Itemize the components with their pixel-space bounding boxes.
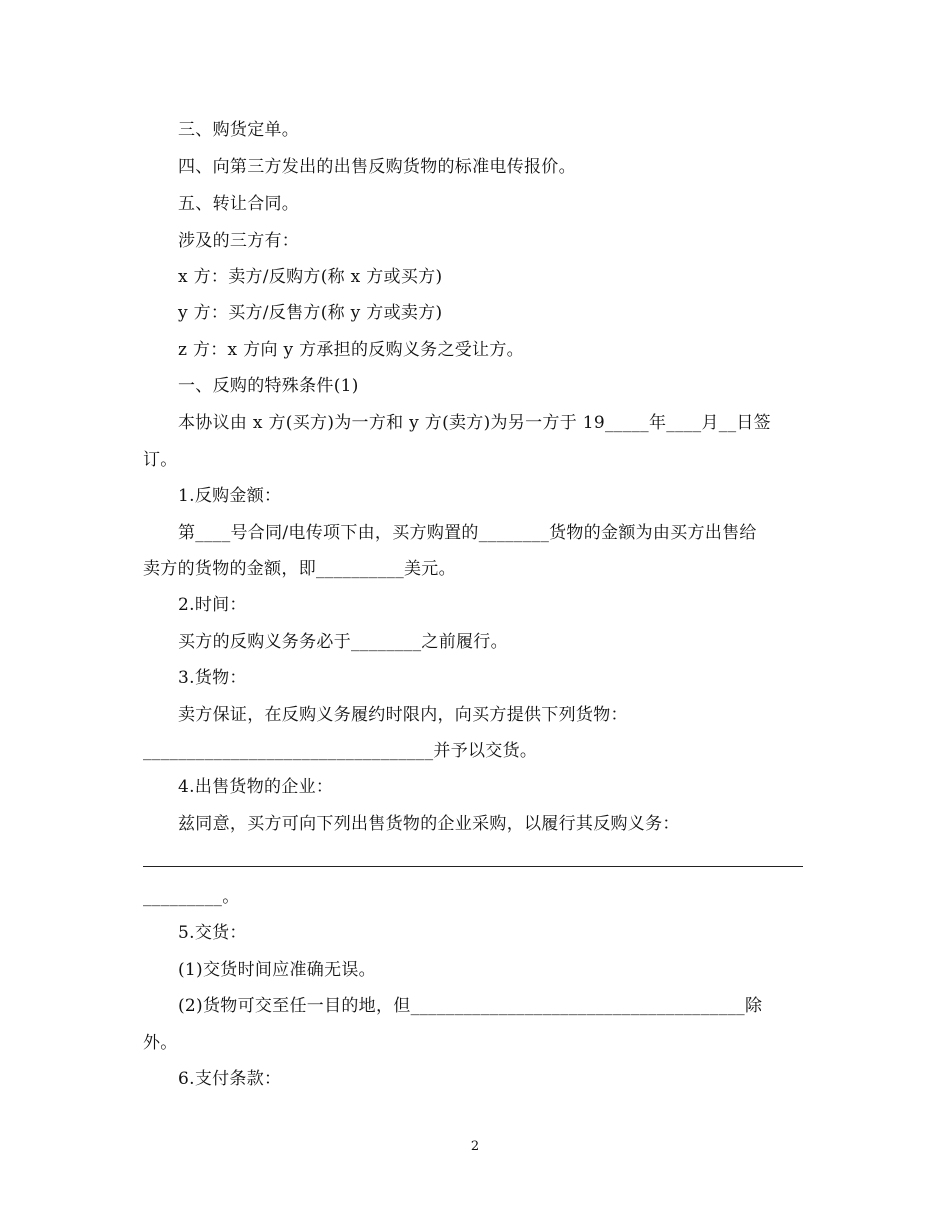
text-line: 卖方的货物的金额，即__________美元。 bbox=[143, 559, 456, 579]
text-line: 买方的反购义务务必于________之前履行。 bbox=[178, 632, 508, 652]
text-line: 外。 bbox=[143, 1033, 178, 1053]
text-line: _________。 bbox=[143, 887, 240, 907]
text-line: _________________________________并予以交货。 bbox=[143, 741, 538, 761]
text-line: 五、转让合同。 bbox=[178, 194, 300, 214]
text-line: 卖方保证，在反购义务履约时限内，向买方提供下列货物： bbox=[178, 705, 628, 725]
text-line: (2)货物可交至任一目的地，但______________________________________除 bbox=[178, 996, 763, 1016]
text-line: 三、购货定单。 bbox=[178, 120, 300, 140]
text-line: 四、向第三方发出的出售反购货物的标准电传报价。 bbox=[178, 157, 576, 177]
clause-heading: 3.货物： bbox=[178, 668, 247, 688]
text-line: 订。 bbox=[143, 450, 178, 470]
clause-heading: 5.交货： bbox=[178, 923, 247, 943]
page-number: 2 bbox=[470, 1139, 480, 1154]
text-line: y 方：买方/反售方(称 y 方或卖方) bbox=[178, 303, 443, 323]
blank-fill-rule bbox=[143, 866, 803, 867]
text-line: 涉及的三方有： bbox=[178, 231, 300, 251]
text-line: 本协议由 x 方(买方)为一方和 y 方(卖方)为另一方于 19_____年____月__日签 bbox=[178, 413, 771, 433]
section-heading: 一、反购的特殊条件(1) bbox=[178, 376, 359, 396]
text-line: 第____号合同/电传项下由，买方购置的________货物的金额为由买方出售给 bbox=[178, 523, 757, 543]
clause-heading: 4.出售货物的企业： bbox=[178, 777, 334, 797]
clause-heading: 6.支付条款： bbox=[178, 1069, 282, 1089]
text-line: x 方：卖方/反购方(称 x 方或买方) bbox=[178, 267, 443, 287]
text-line: 兹同意，买方可向下列出售货物的企业采购，以履行其反购义务： bbox=[178, 814, 680, 834]
text-line: z 方：x 方向 y 方承担的反购义务之受让方。 bbox=[178, 340, 524, 360]
clause-heading: 2.时间： bbox=[178, 595, 247, 615]
text-line: (1)交货时间应准确无误。 bbox=[178, 960, 376, 980]
clause-heading: 1.反购金额： bbox=[178, 486, 282, 506]
